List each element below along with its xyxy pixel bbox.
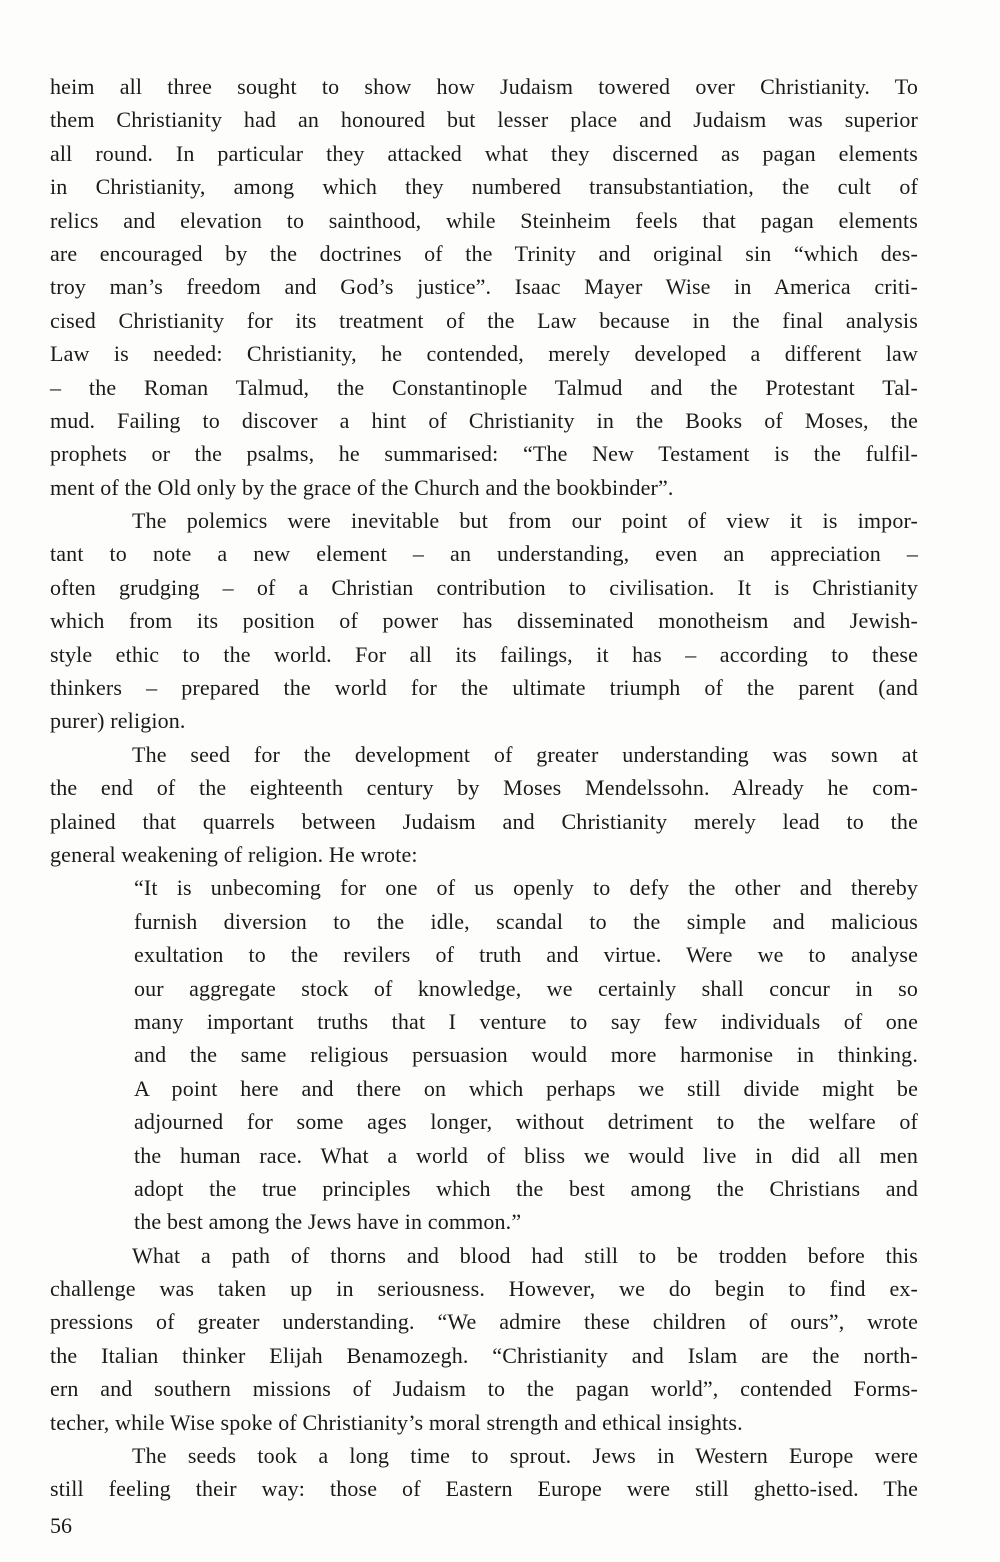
text-line: cised Christianity for its treatment of the Law because in the final analysis <box>50 307 918 333</box>
text-line: thinkers – prepared the world for the ultimate triumph of the parent (and <box>50 675 918 701</box>
text-line: still feeling their way: those of Eastern Europe were still ghetto-ised. The <box>50 1476 918 1502</box>
text-line: the Italian thinker Elijah Benamozegh. “Christianity and Islam are the north- <box>50 1342 918 1368</box>
text-line: mud. Failing to discover a hint of Christianity in the Books of Moses, the <box>50 407 918 433</box>
text-line: which from its position of power has disseminated monotheism and Jewish- <box>50 608 918 634</box>
text-line: Law is needed: Christianity, he contended, merely developed a different law <box>50 341 918 367</box>
text-line: challenge was taken up in seriousness. However, we do begin to find ex- <box>50 1276 918 1302</box>
text-line: The seeds took a long time to sprout. Jews in Western Europe were <box>132 1443 918 1469</box>
text-line: general weakening of religion. He wrote: <box>50 841 418 867</box>
text-line: all round. In particular they attacked what they discerned as pagan elements <box>50 140 918 166</box>
text-line: What a path of thorns and blood had still to be trodden before this <box>132 1242 918 1268</box>
body-text <box>50 70 918 1506</box>
text-line: relics and elevation to sainthood, while Steinheim feels that pagan elements <box>50 207 918 233</box>
text-line: A point here and there on which perhaps we still divide might be <box>134 1075 918 1101</box>
text-line: style ethic to the world. For all its failings, it has – according to these <box>50 641 918 667</box>
text-line: them Christianity had an honoured but lesser place and Judaism was superior <box>50 107 918 133</box>
text-line: our aggregate stock of knowledge, we certainly shall concur in so <box>134 975 918 1001</box>
text-line: ern and southern missions of Judaism to the pagan world”, contended Forms- <box>50 1376 918 1402</box>
text-line: are encouraged by the doctrines of the Trinity and original sin “which des- <box>50 240 918 266</box>
text-line: adjourned for some ages longer, without detriment to the welfare of <box>134 1109 918 1135</box>
text-line: heim all three sought to show how Judaism towered over Christianity. To <box>50 74 918 99</box>
text-line: techer, while Wise spoke of Christianity’s moral strength and ethical insights. <box>50 1409 743 1435</box>
text-line: “It is unbecoming for one of us openly to defy the other and thereby <box>134 875 918 901</box>
text-line: furnish diversion to the idle, scandal to the simple and malicious <box>134 908 918 934</box>
text-line: troy man’s freedom and God’s justice”. Isaac Mayer Wise in America criti- <box>50 274 918 300</box>
text-line: purer) religion. <box>50 708 186 734</box>
text-line: the best among the Jews have in common.” <box>134 1209 522 1235</box>
text-line: many important truths that I venture to say few individuals of one <box>134 1008 918 1034</box>
text-line: – the Roman Talmud, the Constantinople Talmud and the Protestant Tal- <box>50 374 918 400</box>
text-line: the end of the eighteenth century by Moses Mendelssohn. Already he com- <box>50 775 918 801</box>
text-line: often grudging – of a Christian contribution to civilisation. It is Christianity <box>50 574 918 600</box>
text-line: tant to note a new element – an understanding, even an appreciation – <box>50 541 918 567</box>
text-line: adopt the true principles which the best among the Christians and <box>134 1175 918 1201</box>
text-line: prophets or the psalms, he summarised: “The New Testament is the fulfil- <box>50 441 918 467</box>
text-line: in Christianity, among which they numbered transubstantiation, the cult of <box>50 174 918 200</box>
text-line: pressions of greater understanding. “We admire these children of ours”, wrote <box>50 1309 918 1335</box>
text-line: The seed for the development of greater understanding was sown at <box>132 741 918 767</box>
text-line: the human race. What a world of bliss we would live in did all men <box>134 1142 918 1168</box>
text-line: exultation to the revilers of truth and virtue. Were we to analyse <box>134 942 918 968</box>
page-number: 56 <box>50 1513 72 1538</box>
text-line: plained that quarrels between Judaism and Christianity merely lead to the <box>50 808 918 834</box>
text-line: ment of the Old only by the grace of the Church and the bookbinder”. <box>50 474 674 500</box>
text-line: and the same religious persuasion would more harmonise in thinking. <box>134 1042 918 1068</box>
text-line: The polemics were inevitable but from our point of view it is impor- <box>132 508 918 534</box>
